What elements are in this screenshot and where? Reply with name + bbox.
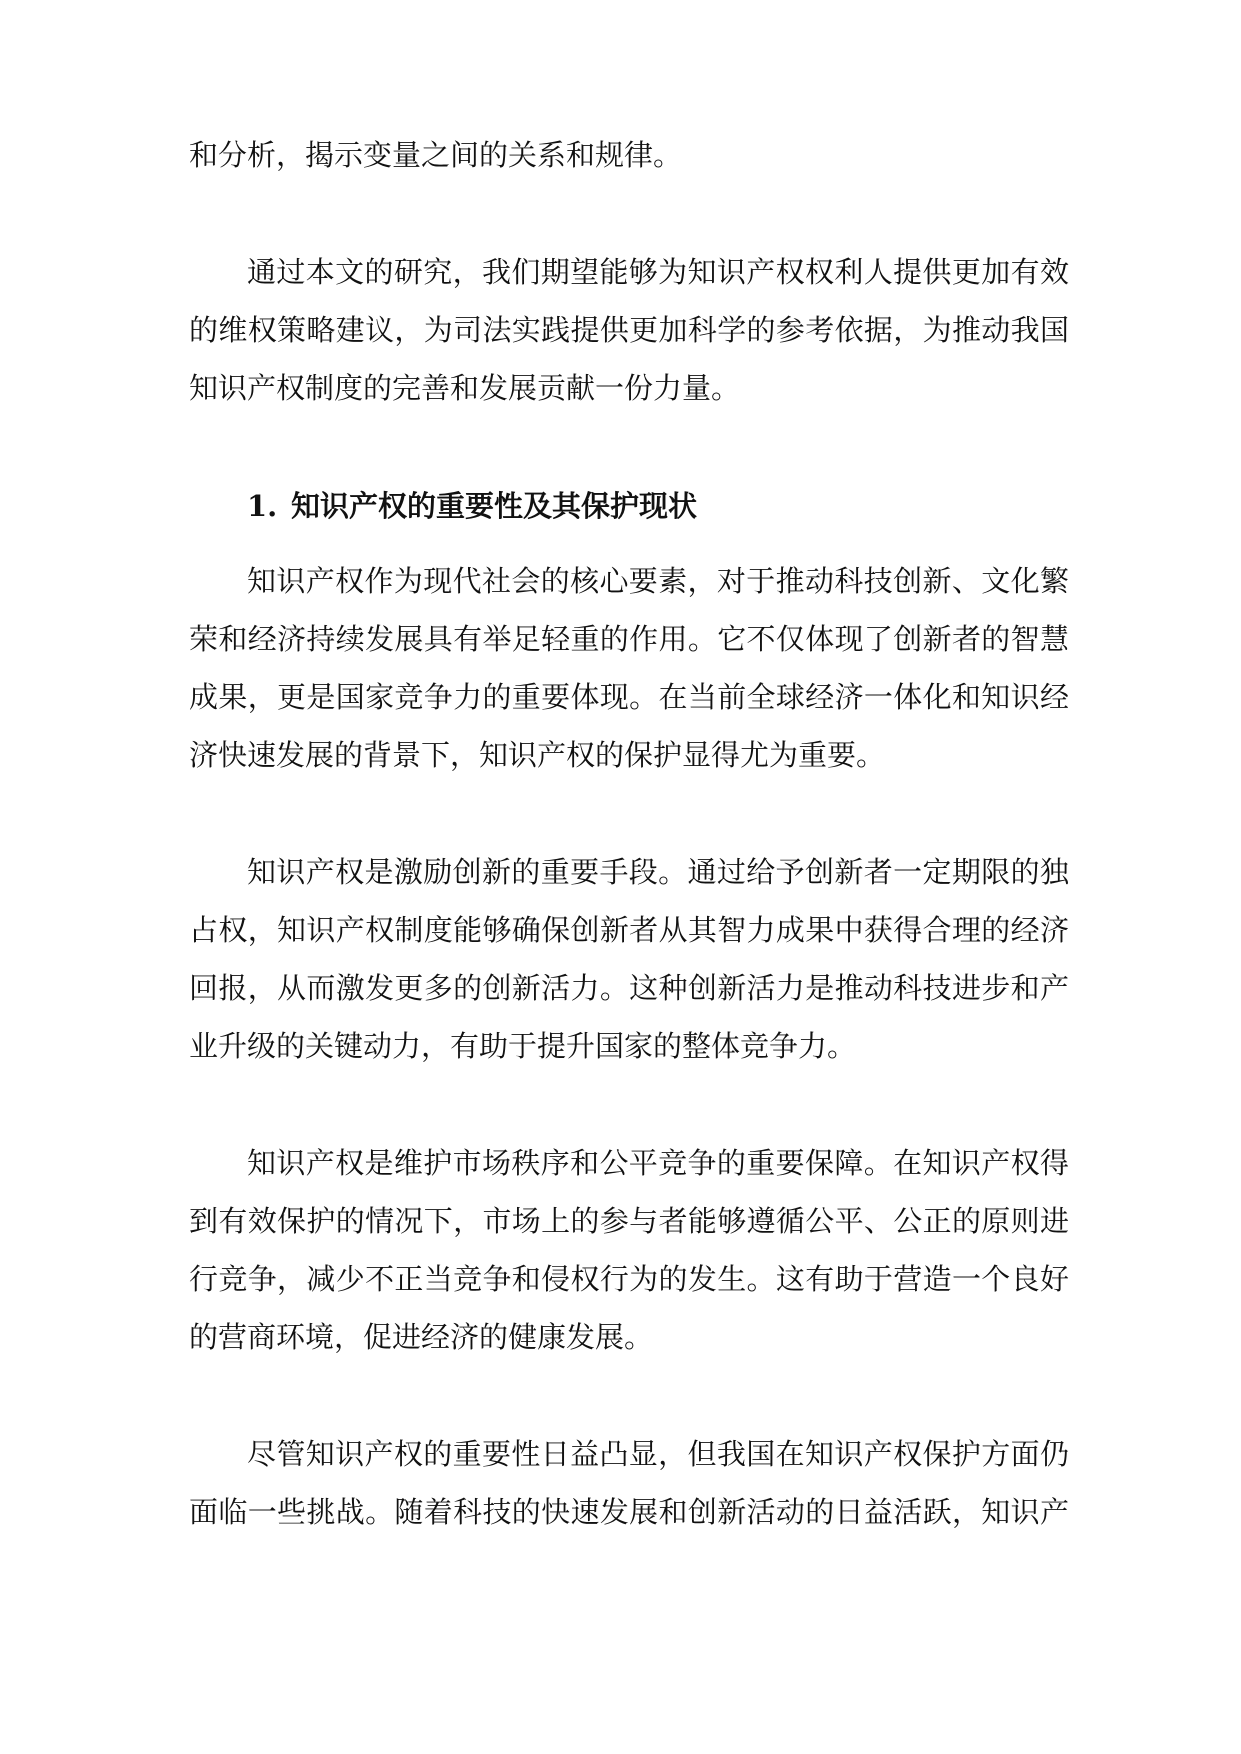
text-line: 知识产权是维护市场秩序和公平竞争的重要保障。在知识产权得 <box>247 1146 1069 1180</box>
text-line: 知识产权是激励创新的重要手段。通过给予创新者一定期限的独 <box>247 855 1069 889</box>
text-line: 知识产权制度的完善和发展贡献一份力量。 <box>189 371 741 405</box>
text-line: 业升级的关键动力，有助于提升国家的整体竞争力。 <box>189 1029 857 1063</box>
text-line: 济快速发展的背景下，知识产权的保护显得尤为重要。 <box>189 738 886 772</box>
section-number: 1. <box>247 489 278 523</box>
text-line: 面临一些挑战。随着科技的快速发展和创新活动的日益活跃，知识产 <box>189 1495 1069 1529</box>
text-line: 尽管知识产权的重要性日益凸显，但我国在知识产权保护方面仍 <box>247 1437 1069 1471</box>
text-line: 占权，知识产权制度能够确保创新者从其智力成果中获得合理的经济 <box>189 913 1069 947</box>
section-title: 知识产权的重要性及其保护现状 <box>291 489 698 523</box>
text-line: 知识产权作为现代社会的核心要素，对于推动科技创新、文化繁 <box>247 564 1069 598</box>
text-line: 的维权策略建议，为司法实践提供更加科学的参考依据，为推动我国 <box>189 313 1069 347</box>
text-line: 成果，更是国家竞争力的重要体现。在当前全球经济一体化和知识经 <box>189 680 1069 714</box>
text-line: 行竞争，减少不正当竞争和侵权行为的发生。这有助于营造一个良好 <box>189 1262 1069 1296</box>
text-line: 荣和经济持续发展具有举足轻重的作用。它不仅体现了创新者的智慧 <box>189 622 1069 656</box>
text-line: 回报，从而激发更多的创新活力。这种创新活力是推动科技进步和产 <box>189 971 1069 1005</box>
section-heading <box>247 486 697 526</box>
text-line: 的营商环境，促进经济的健康发展。 <box>189 1320 654 1354</box>
text-line: 到有效保护的情况下，市场上的参与者能够遵循公平、公正的原则进 <box>189 1204 1069 1238</box>
text-line: 和分析，揭示变量之间的关系和规律。 <box>189 138 683 172</box>
text-line: 通过本文的研究，我们期望能够为知识产权权利人提供更加有效 <box>247 255 1069 289</box>
